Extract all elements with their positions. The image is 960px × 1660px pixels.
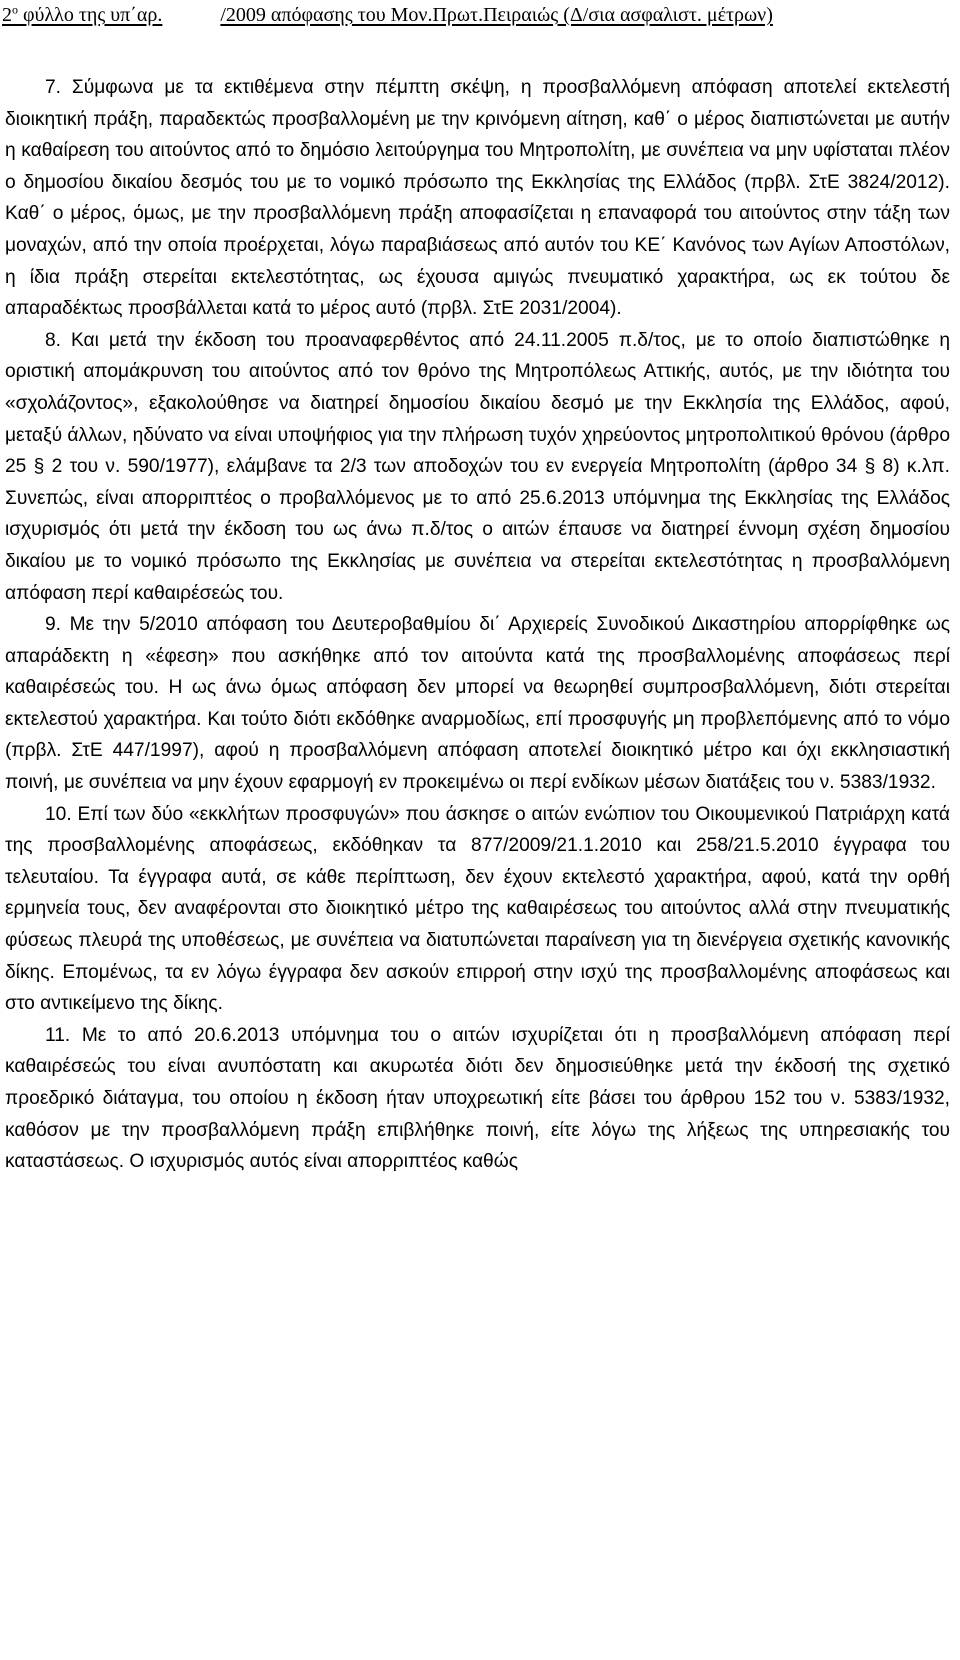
- paragraph-10: 10. Επί των δύο «εκκλήτων προσφυγών» που άσκησε ο αιτών ενώπιον του Οικουμενικού Πατριάρχη κατά της προσβαλλομένης αποφάσεως, εκδόθηκαν τα 877/2009/21.1.2010 και 258/21.5.2010 έγγραφα του τελευταίου. Τα έγγραφα αυτά, σε κάθε περίπτωση, δεν έχουν εκτελεστό χαρακτήρα, αφού, κατά την ορθή ερμηνεία τους, δεν αναφέρονται στο διοικητικό μέτρο της καθαιρέσεως του αιτούντος αλλά στην πνευματικής φύσεως πλευρά της υποθέσεως, με συνέπεια να διατυπώνεται παραίνεση για τη διενέργεια σχετικής κανονικής δίκης. Επομένως, τα εν λόγω έγγραφα δεν ασκούν επιρροή στην ισχύ της προσβαλλομένης αποφάσεως και στο αντικείμενο της δίκης.: [5, 803, 950, 1015]
- header-sheet-text: φύλλο της υπ΄αρ.: [18, 4, 163, 26]
- paragraph-9: 9. Με την 5/2010 απόφαση του Δευτεροβαθμίου δι΄ Αρχιερείς Συνοδικού Δικαστηρίου απορρίφθηκε ως απαράδεκτη η «έφεση» που ασκήθηκε από τον αιτούντα κατά της προσβαλλομένης αποφάσεως περί καθαιρέσεώς του. Η ως άνω όμως απόφαση δεν μπορεί να θεωρηθεί συμπροσβαλλόμενη, διότι στερείται εκτελεστού χαρακτήρα. Και τούτο διότι εκδόθηκε αναρμοδίως, επί προσφυγής μη προβλεπόμενης από το νόμο (πρβλ. ΣτΕ 447/1997), αφού η προσβαλλόμενη απόφαση αποτελεί διοικητικό μέτρο και όχι εκκλησιαστική ποινή, με συνέπεια να μην έχουν εφαρμογή εν προκειμένω οι περί ενδίκων μέσων διατάξεις του ν. 5383/1932.: [5, 614, 950, 794]
- header-part-1: [2, 4, 162, 26]
- paragraph-8: 8. Και μετά την έκδοση του προαναφερθέντος από 24.11.2005 π.δ/τος, με το οποίο διαπιστώθηκε η οριστική απομάκρυνση του αιτούντος από τον θρόνο της Μητροπόλεως Αττικής, αυτός, με την ιδιότητα του «σχολάζοντος», εξακολούθησε να διατηρεί δημοσίου δικαίου δεσμό με την Εκκλησία της Ελλάδος, αφού, μεταξύ άλλων, ηδύνατο να είναι υποψήφιος για την πλήρωση τυχόν χηρεύοντος μητροπολιτικού θρόνου (άρθρο 25 § 2 του ν. 590/1977), ελάμβανε τα 2/3 των αποδοχών του εν ενεργεία Μητροπολίτη (άρθρο 34 § 8) κ.λπ. Συνεπώς, είναι απορριπτέος ο προβαλλόμενος με το από 25.6.2013 υπόμνημα της Εκκλησίας της Ελλάδος ισχυρισμός ότι μετά την έκδοση του ως άνω π.δ/τος ο αιτών έπαυσε να διατηρεί έννομη σχέση δημοσίου δικαίου με το νομικό πρόσωπο της Εκκλησίας με συνέπεια να στερείται εκτελεστότητας η προσβαλλόμενη απόφαση περί καθαιρέσεώς του.: [5, 329, 950, 604]
- paragraph-11: 11. Με το από 20.6.2013 υπόμνημα του ο αιτών ισχυρίζεται ότι η προσβαλλόμενη απόφαση περί καθαιρέσεώς του είναι ανυπόστατη και ακυρωτέα διότι δεν δημοσιεύθηκε μετά την έκδοσή της σχετικό προεδρικό διάταγμα, του οποίου η έκδοση ήταν υποχρεωτική είτε βάσει του άρθρου 152 του ν. 5383/1932, καθόσον με την προσβαλλόμενη πράξη επιβλήθηκε ποινή, είτε λόγω της λήξεως της υπηρεσιακής του καταστάσεως. Ο ισχυρισμός αυτός είναι απορριπτέος καθώς: [5, 1024, 950, 1173]
- document-body: [5, 72, 950, 1178]
- page-number: 2: [2, 4, 12, 26]
- header-decision-text: /2009 απόφασης του Μον.Πρωτ.Πειραιώς (Δ/σια ασφαλιστ. μέτρων): [220, 4, 773, 26]
- paragraph-7: 7. Σύμφωνα με τα εκτιθέμενα στην πέμπτη σκέψη, η προσβαλλόμενη απόφαση αποτελεί εκτελεστή διοικητική πράξη, παραδεκτώς προσβαλλομένη με την κρινόμενη αίτηση, καθ΄ ο μέρος διαπιστώνεται με αυτήν η καθαίρεση του αιτούντος από το δημόσιο λειτούργημα του Μητροπολίτη, με συνέπεια να μην υφίσταται πλέον ο δημοσίου δικαίου δεσμός του με το νομικό πρόσωπο της Εκκλησίας της Ελλάδος (πρβλ. ΣτΕ 3824/2012). Καθ΄ ο μέρος, όμως, με την προσβαλλόμενη πράξη αποφασίζεται η επαναφορά του αιτούντος στην τάξη των μοναχών, από την οποία προέρχεται, λόγω παραβιάσεως από αυτόν του ΚΕ΄ Κανόνος των Αγίων Αποστόλων, η ίδια πράξη στερείται εκτελεστότητας, ως έχουσα αμιγώς πνευματικό χαρακτήρα, ως εκ τούτου δε απαραδέκτως προσβάλλεται κατά το μέρος αυτό (πρβλ. ΣτΕ 2031/2004).: [5, 77, 950, 320]
- page-header: [2, 2, 952, 28]
- page-number-suffix: ο: [12, 2, 18, 17]
